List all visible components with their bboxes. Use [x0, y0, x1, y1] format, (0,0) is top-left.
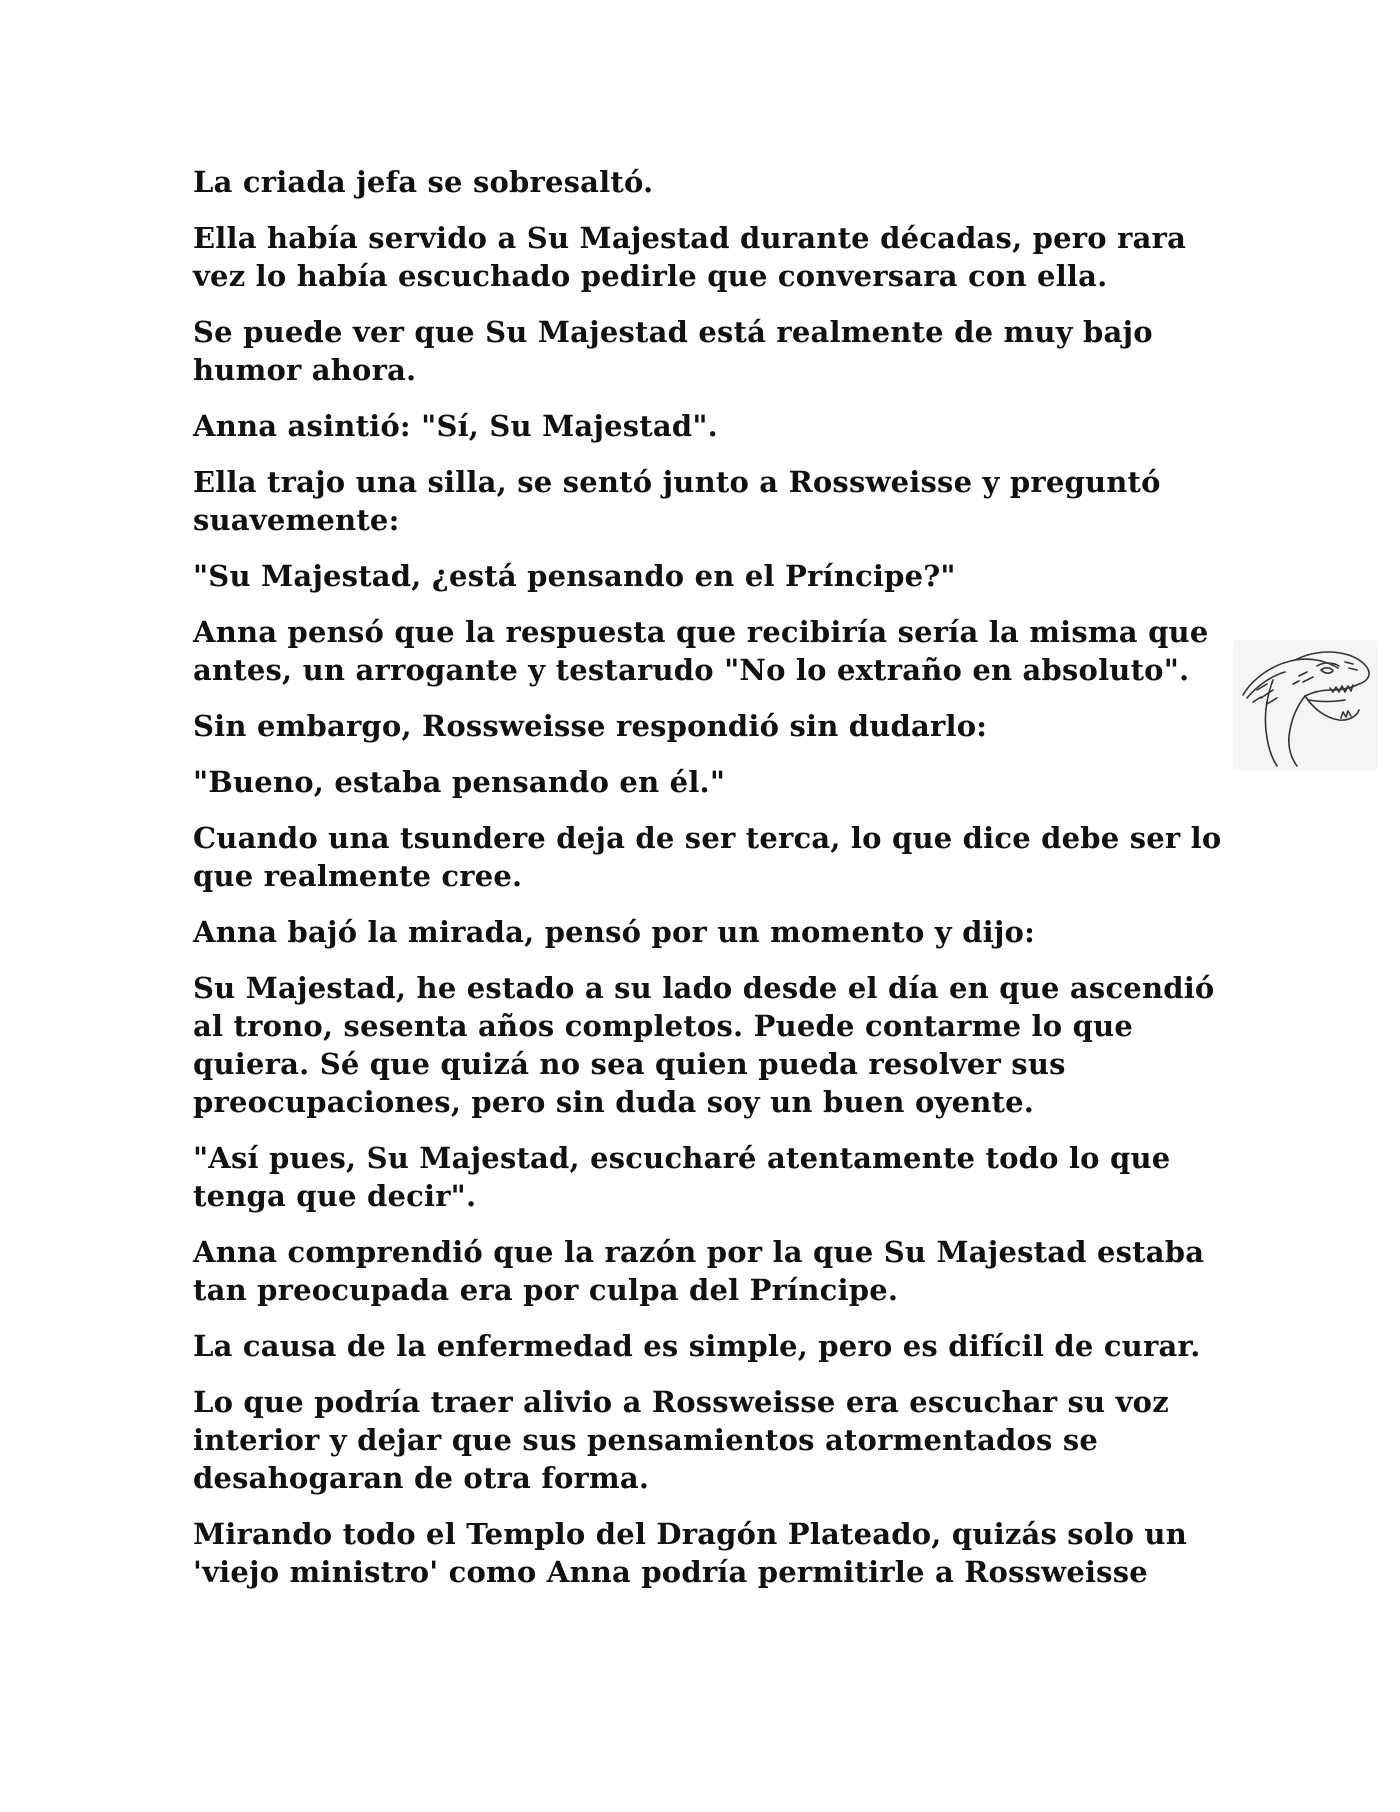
document-body [193, 163, 1223, 1609]
paragraph: Se puede ver que Su Majestad está realmente de muy bajo humor ahora. [193, 315, 1153, 387]
dinosaur-head-icon [1233, 640, 1378, 770]
paragraph: Lo que podría traer alivio a Rossweisse era escuchar su voz interior y dejar que sus pensamientos atormentados se desahogaran de otra forma. [193, 1385, 1169, 1495]
paragraph: Anna bajó la mirada, pensó por un momento y dijo: [193, 915, 1035, 949]
paragraph: Sin embargo, Rossweisse respondió sin dudarlo: [193, 709, 988, 743]
paragraph: "Su Majestad, ¿está pensando en el Príncipe?" [193, 559, 956, 593]
paragraph: Ella trajo una silla, se sentó junto a Rossweisse y preguntó suavemente: [193, 465, 1161, 537]
paragraph: Cuando una tsundere deja de ser terca, lo que dice debe ser lo que realmente cree. [193, 821, 1222, 893]
paragraph: Anna pensó que la respuesta que recibiría sería la misma que antes, un arrogante y testarudo "No lo extraño en absoluto". [193, 615, 1209, 687]
paragraph: Mirando todo el Templo del Dragón Plateado, quizás solo un 'viejo ministro' como Anna podría permitirle a Rossweisse [193, 1517, 1188, 1589]
paragraph: Ella había servido a Su Majestad durante décadas, pero rara vez lo había escuchado pedirle que conversara con ella. [193, 221, 1187, 293]
paragraph: Anna asintió: "Sí, Su Majestad". [193, 409, 718, 443]
paragraph: "Bueno, estaba pensando en él." [193, 765, 726, 799]
paragraph: Su Majestad, he estado a su lado desde el día en que ascendió al trono, sesenta años completos. Puede contarme lo que quiera. Sé que quizá no sea quien pueda resolver sus preocupaciones, pero sin duda soy un buen oyente. [193, 971, 1215, 1119]
paragraph: La causa de la enfermedad es simple, pero es difícil de curar. [193, 1329, 1201, 1363]
paragraph: "Así pues, Su Majestad, escucharé atentamente todo lo que tenga que decir". [193, 1141, 1171, 1213]
paragraph: La criada jefa se sobresaltó. [193, 165, 654, 199]
paragraph: Anna comprendió que la razón por la que Su Majestad estaba tan preocupada era por culpa del Príncipe. [193, 1235, 1205, 1307]
